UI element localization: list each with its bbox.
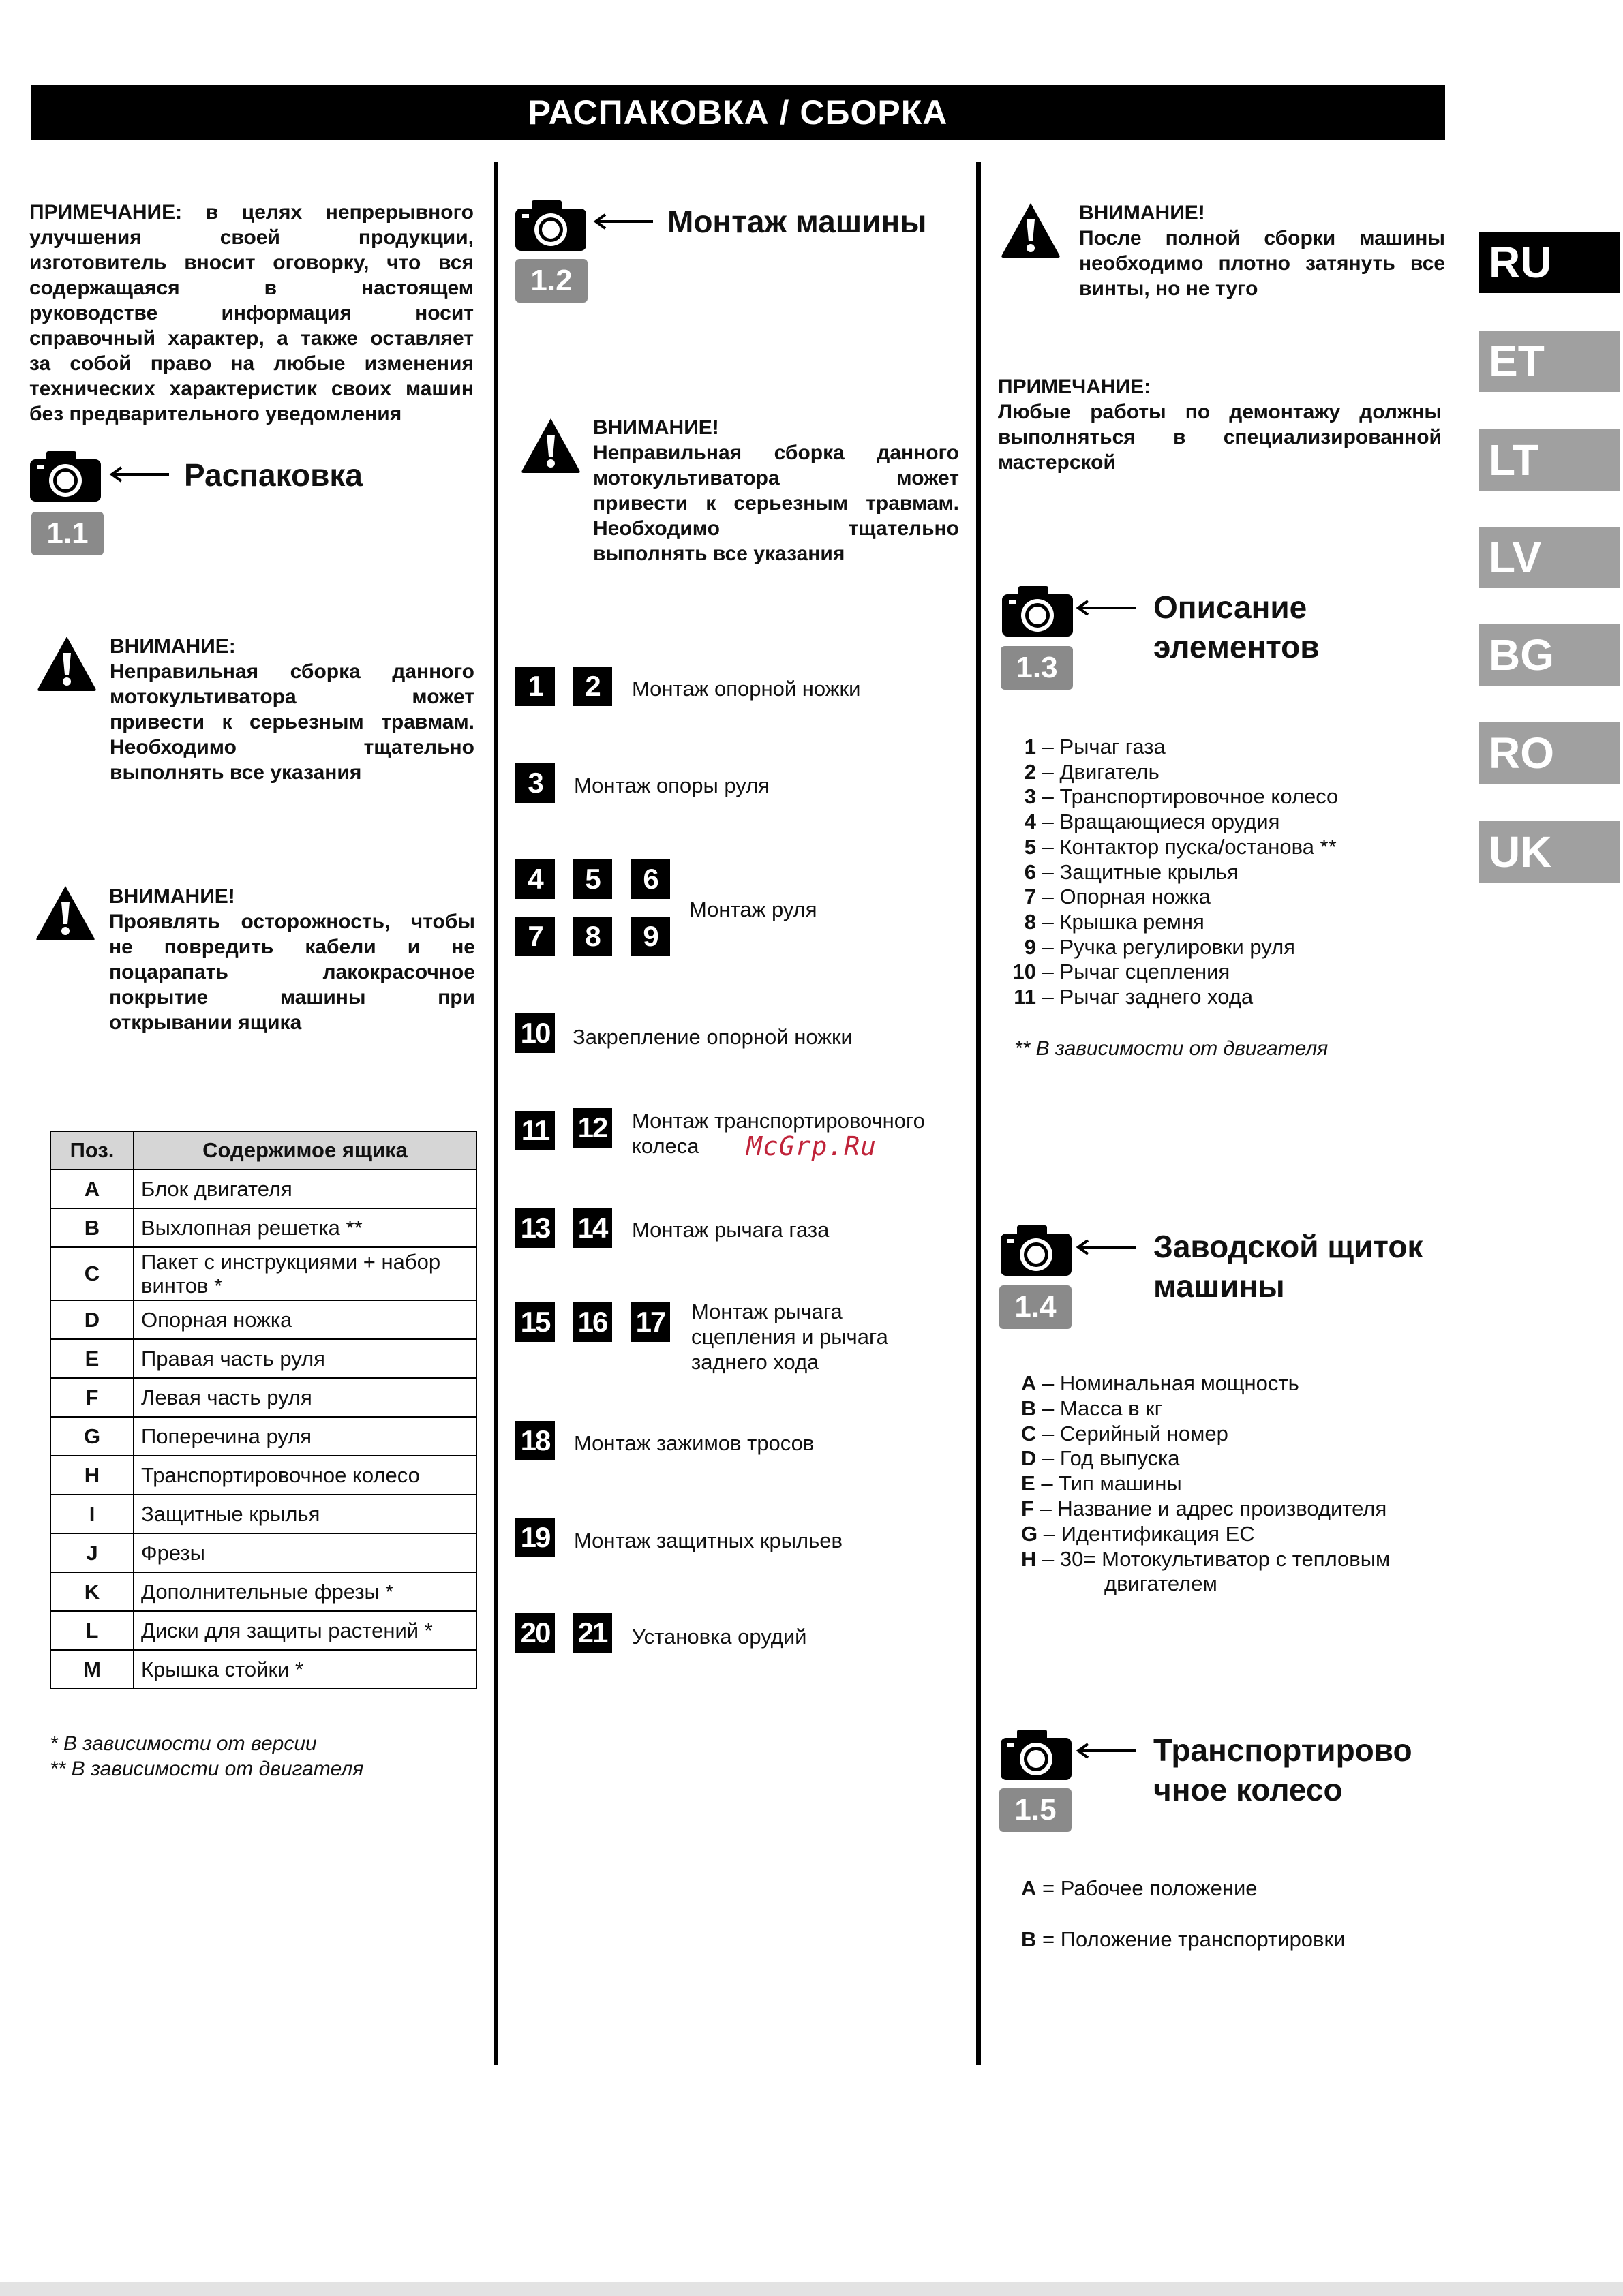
step-label-line: Монтаж рычага	[691, 1300, 843, 1323]
table-cell-item: Блок двигателя	[134, 1169, 476, 1208]
warning-line: Необходимо тщательно	[110, 736, 474, 759]
column-divider	[976, 162, 981, 2065]
warning-tighten	[1079, 200, 1445, 301]
table-row	[50, 1417, 476, 1456]
list-item-number: 7	[1024, 885, 1036, 909]
warning-line: выполнять все указания	[110, 761, 362, 784]
footnote-version: * В зависимости от версии	[50, 1732, 317, 1755]
step-number: 15	[515, 1302, 555, 1342]
list-item-number: 1	[1024, 735, 1036, 759]
intro-note	[29, 200, 474, 427]
table-cell-pos: L	[50, 1611, 134, 1650]
list-item-text: – Год выпуска	[1042, 1446, 1180, 1471]
table-row	[50, 1456, 476, 1495]
warning-line: винты, но не туго	[1079, 277, 1258, 300]
note-dismantling	[998, 374, 1442, 475]
warning-title: ВНИМАНИЕ!	[1079, 202, 1205, 224]
table-cell-item: Фрезы	[134, 1533, 476, 1572]
list-item	[1012, 985, 1338, 1010]
list-item-text: – Вращающиеся орудия	[1042, 810, 1280, 834]
page-bottom-edge	[0, 2282, 1623, 2296]
list-item-text: – Рычаг сцепления	[1042, 960, 1230, 984]
section-badge: 1.1	[31, 512, 104, 555]
list-item	[1012, 960, 1338, 985]
warning-line: После полной сборки машины	[1079, 227, 1445, 249]
list-item-text: – Опорная ножка	[1042, 885, 1211, 909]
list-item-text: – Защитные крылья	[1042, 859, 1239, 884]
step-label: Закрепление опорной ножки	[573, 1025, 853, 1049]
warning-line: мотокультиватора может	[593, 467, 959, 489]
step-number: 20	[515, 1613, 555, 1653]
list-item	[1012, 735, 1338, 760]
list-item-text: = Рабочее положение	[1042, 1876, 1258, 1900]
section-title-nameplate	[1153, 1227, 1423, 1306]
arrow-left-icon	[1076, 1239, 1137, 1255]
step-number: 8	[573, 917, 612, 956]
section-title-line: машины	[1153, 1268, 1285, 1304]
section-title-assembly: Монтаж машины	[667, 204, 927, 239]
table-cell-item: Выхлопная решетка **	[134, 1208, 476, 1247]
table-row	[50, 1611, 476, 1650]
table-cell-pos: H	[50, 1456, 134, 1495]
page-title: РАСПАКОВКА / СБОРКА	[31, 85, 1445, 140]
warning-line: Неправильная сборка данного	[110, 660, 474, 683]
components-list	[1012, 735, 1338, 1010]
table-row	[50, 1169, 476, 1208]
warning-title: ВНИМАНИЕ!	[109, 885, 235, 908]
table-cell-pos: E	[50, 1339, 134, 1378]
note-line: мастерской	[998, 451, 1116, 474]
step-number: 13	[515, 1208, 555, 1248]
list-item-key: A	[1021, 1371, 1037, 1395]
section-title-line: Заводской щиток	[1153, 1229, 1423, 1264]
warning-icon	[999, 200, 1062, 259]
step-number: 17	[631, 1302, 670, 1342]
warning-title: ВНИМАНИЕ!	[593, 416, 719, 439]
list-item-text: – Рычаг газа	[1042, 735, 1166, 759]
table-row	[50, 1533, 476, 1572]
step-label	[691, 1299, 888, 1375]
list-item-text: – Серийный номер	[1042, 1421, 1228, 1445]
list-item-text: – 30= Мотокультиватор с тепловым	[1042, 1546, 1391, 1571]
list-item-number: 3	[1024, 784, 1036, 809]
warning-line: привести к серьезным травмам.	[110, 711, 474, 733]
warning-line: необходимо плотно затянуть все	[1079, 252, 1445, 275]
list-item	[1021, 1396, 1390, 1422]
section-badge: 1.2	[515, 259, 588, 303]
column-divider	[494, 162, 498, 2065]
list-item	[1021, 1497, 1390, 1522]
table-cell-pos: I	[50, 1495, 134, 1533]
note-title: ПРИМЕЧАНИЕ:	[998, 376, 1151, 398]
language-tab-bg[interactable]: BG	[1479, 624, 1620, 686]
table-row	[50, 1339, 476, 1378]
note-line: Любые работы по демонтажу должны	[998, 401, 1442, 423]
list-item-number: 10	[1012, 960, 1036, 984]
step-label: Монтаж зажимов тросов	[574, 1431, 815, 1455]
step-number: 6	[631, 859, 670, 899]
warning-unpacking-1	[110, 634, 474, 785]
step-number: 3	[515, 763, 555, 803]
language-tab-uk[interactable]: UK	[1479, 821, 1620, 883]
table-cell-pos: A	[50, 1169, 134, 1208]
warning-line: мотокультиватора может	[110, 686, 474, 708]
list-item-text: – Масса в кг	[1042, 1396, 1163, 1420]
list-item-number: 4	[1024, 810, 1036, 834]
list-item-key: A	[1021, 1876, 1037, 1900]
section-title-line: Описание	[1153, 590, 1307, 625]
step-label: Монтаж опорной ножки	[632, 677, 861, 701]
arrow-left-icon	[593, 213, 654, 230]
list-item-text: – Контактор пуска/останова **	[1042, 834, 1337, 859]
note-line: за собой право на любые изменения	[29, 352, 474, 375]
warning-line: Проявлять осторожность, чтобы	[109, 910, 475, 933]
step-label-line: заднего хода	[691, 1350, 819, 1374]
section-badge: 1.5	[999, 1788, 1072, 1832]
warning-icon	[35, 634, 98, 692]
list-item-number: 2	[1024, 759, 1036, 784]
warning-line: открывании ящика	[109, 1011, 302, 1034]
list-item-key: G	[1021, 1521, 1038, 1546]
footnote-engine: ** В зависимости от двигателя	[1014, 1037, 1329, 1060]
step-number: 2	[573, 667, 612, 706]
table-cell-pos: M	[50, 1650, 134, 1689]
arrow-left-icon	[1076, 600, 1137, 616]
warning-line: Необходимо тщательно	[593, 517, 959, 540]
warning-line: покрытие машины при	[109, 986, 475, 1009]
step-number: 19	[515, 1518, 555, 1557]
table-cell-pos: C	[50, 1247, 134, 1300]
list-item	[1021, 1547, 1390, 1572]
list-item-continuation: двигателем	[1104, 1572, 1217, 1596]
step-label: Монтаж руля	[689, 898, 817, 921]
section-title-line: Транспортирово	[1153, 1732, 1412, 1768]
list-item-text: – Ручка регулировки руля	[1042, 934, 1295, 959]
table-row	[50, 1495, 476, 1533]
list-item	[1021, 1422, 1390, 1447]
list-item-text: – Рычаг заднего хода	[1042, 985, 1254, 1009]
note-line: ПРИМЕЧАНИЕ: в целях непрерывного	[29, 201, 474, 224]
section-title-line: чное колесо	[1153, 1772, 1343, 1807]
list-item	[1021, 1927, 1345, 1952]
table-row	[50, 1378, 476, 1417]
note-line: без предварительного уведомления	[29, 403, 402, 425]
table-cell-item: Пакет с инструкциями + набор винтов *	[134, 1247, 476, 1300]
table-cell-pos: B	[50, 1208, 134, 1247]
list-item-key: B	[1021, 1927, 1037, 1951]
list-item-text: – Двигатель	[1042, 759, 1159, 784]
step-number: 10	[515, 1013, 555, 1053]
list-item-key: F	[1021, 1496, 1034, 1520]
list-item-text: – Идентификация ЕС	[1043, 1521, 1255, 1546]
list-item-key: E	[1021, 1471, 1035, 1496]
list-item-key: B	[1021, 1396, 1037, 1420]
language-tab-ro[interactable]: RO	[1479, 722, 1620, 784]
step-label: Установка орудий	[632, 1625, 807, 1649]
warning-line: Неправильная сборка данного	[593, 442, 959, 464]
step-label: Монтаж опоры руля	[574, 774, 770, 797]
table-cell-item: Опорная ножка	[134, 1300, 476, 1339]
list-item	[1012, 835, 1338, 860]
table-cell-pos: K	[50, 1572, 134, 1611]
step-number: 14	[573, 1208, 612, 1248]
list-item-text: – Тип машины	[1041, 1471, 1182, 1496]
list-item-number: 5	[1024, 834, 1036, 859]
list-item	[1012, 810, 1338, 835]
list-item	[1012, 784, 1338, 810]
step-number: 18	[515, 1421, 555, 1460]
note-line: справочный характер, а также оставляет	[29, 327, 474, 350]
list-item	[1012, 885, 1338, 910]
warning-line: не повредить кабели и не	[109, 936, 475, 958]
list-item	[1021, 1522, 1390, 1547]
list-item	[1021, 1876, 1258, 1901]
table-cell-item: Защитные крылья	[134, 1495, 476, 1533]
list-item-key: C	[1021, 1421, 1037, 1445]
warning-title: ВНИМАНИЕ:	[110, 635, 236, 658]
step-number: 1	[515, 667, 555, 706]
step-number: 7	[515, 917, 555, 956]
section-title-components	[1153, 587, 1320, 667]
list-item	[1021, 1371, 1390, 1396]
warning-line: привести к серьезным травмам.	[593, 492, 959, 515]
list-item-key: D	[1021, 1446, 1037, 1471]
table-cell-pos: D	[50, 1300, 134, 1339]
table-header: Содержимое ящика	[134, 1131, 476, 1169]
table-row	[50, 1300, 476, 1339]
warning-icon	[34, 883, 97, 942]
arrow-left-icon	[1076, 1743, 1137, 1759]
list-item	[1012, 760, 1338, 785]
note-line: изготовитель вносит оговорку, что вся	[29, 251, 474, 274]
table-cell-pos: J	[50, 1533, 134, 1572]
list-item-number: 9	[1024, 934, 1036, 959]
list-item	[1012, 860, 1338, 885]
list-item	[1012, 935, 1338, 960]
step-label-line: Монтаж транспортировочного	[632, 1109, 925, 1133]
step-number: 5	[573, 859, 612, 899]
list-item	[1012, 910, 1338, 935]
section-badge: 1.3	[1001, 646, 1073, 690]
warning-unpacking-2	[109, 884, 475, 1035]
step-number: 16	[573, 1302, 612, 1342]
step-number: 9	[631, 917, 670, 956]
table-row	[50, 1208, 476, 1247]
table-cell-pos: G	[50, 1417, 134, 1456]
table-cell-item: Дополнительные фрезы *	[134, 1572, 476, 1611]
step-label-line: сцепления и рычага	[691, 1325, 888, 1349]
list-item-text: = Положение транспортировки	[1042, 1927, 1346, 1951]
list-item-key: H	[1021, 1546, 1037, 1571]
warning-icon	[519, 416, 582, 474]
list-item-text: – Транспортировочное колесо	[1042, 784, 1339, 809]
list-item-number: 11	[1014, 985, 1036, 1009]
note-line: улучшения своей продукции,	[29, 226, 474, 249]
watermark: McGrp.Ru	[746, 1131, 877, 1161]
step-label: Монтаж рычага газа	[632, 1218, 830, 1242]
box-contents-table	[50, 1131, 477, 1689]
table-cell-item: Транспортировочное колесо	[134, 1456, 476, 1495]
note-line: технических характеристик своих машин	[29, 378, 474, 400]
warning-assembly	[593, 415, 959, 566]
list-item-number: 8	[1024, 909, 1036, 934]
nameplate-list	[1021, 1371, 1390, 1597]
note-line: руководстве информация носит	[29, 302, 474, 324]
table-cell-item: Крышка стойки *	[134, 1650, 476, 1689]
step-number: 12	[573, 1108, 612, 1148]
step-number: 21	[573, 1613, 612, 1653]
list-item-number: 6	[1024, 859, 1036, 884]
table-header-row	[50, 1131, 476, 1169]
warning-line: выполнять все указания	[593, 542, 845, 565]
list-item	[1021, 1446, 1390, 1471]
step-label: Монтаж защитных крыльев	[574, 1529, 843, 1552]
table-cell-item: Диски для защиты растений *	[134, 1611, 476, 1650]
section-title-line: элементов	[1153, 629, 1320, 664]
language-tab-lv[interactable]: LV	[1479, 527, 1620, 588]
section-title-unpacking: Распаковка	[184, 457, 363, 493]
table-row	[50, 1572, 476, 1611]
step-number: 4	[515, 859, 555, 899]
note-line: выполняться в специализированной	[998, 426, 1442, 448]
table-header: Поз.	[50, 1131, 134, 1169]
list-item-text: – Название и адрес производителя	[1040, 1496, 1387, 1520]
warning-line: поцарапать лакокрасочное	[109, 961, 475, 983]
language-tab-ru[interactable]: RU	[1479, 232, 1620, 293]
table-cell-pos: F	[50, 1378, 134, 1417]
language-tab-lt[interactable]: LT	[1479, 429, 1620, 491]
list-item-text: – Крышка ремня	[1042, 909, 1204, 934]
list-item	[1021, 1471, 1390, 1497]
table-cell-item: Поперечина руля	[134, 1417, 476, 1456]
footnote-engine: ** В зависимости от двигателя	[50, 1758, 364, 1780]
table-cell-item: Левая часть руля	[134, 1378, 476, 1417]
table-row	[50, 1247, 476, 1300]
table-row	[50, 1650, 476, 1689]
section-title-transport-wheel	[1153, 1730, 1412, 1809]
section-badge: 1.4	[999, 1285, 1072, 1329]
table-cell-item: Правая часть руля	[134, 1339, 476, 1378]
arrow-left-icon	[109, 466, 170, 483]
step-number: 11	[515, 1111, 555, 1150]
note-line: содержащаяся в настоящем	[29, 277, 474, 299]
list-item-text: – Номинальная мощность	[1042, 1371, 1299, 1395]
step-label-line: колеса	[632, 1134, 699, 1158]
language-tab-et[interactable]: ET	[1479, 331, 1620, 392]
